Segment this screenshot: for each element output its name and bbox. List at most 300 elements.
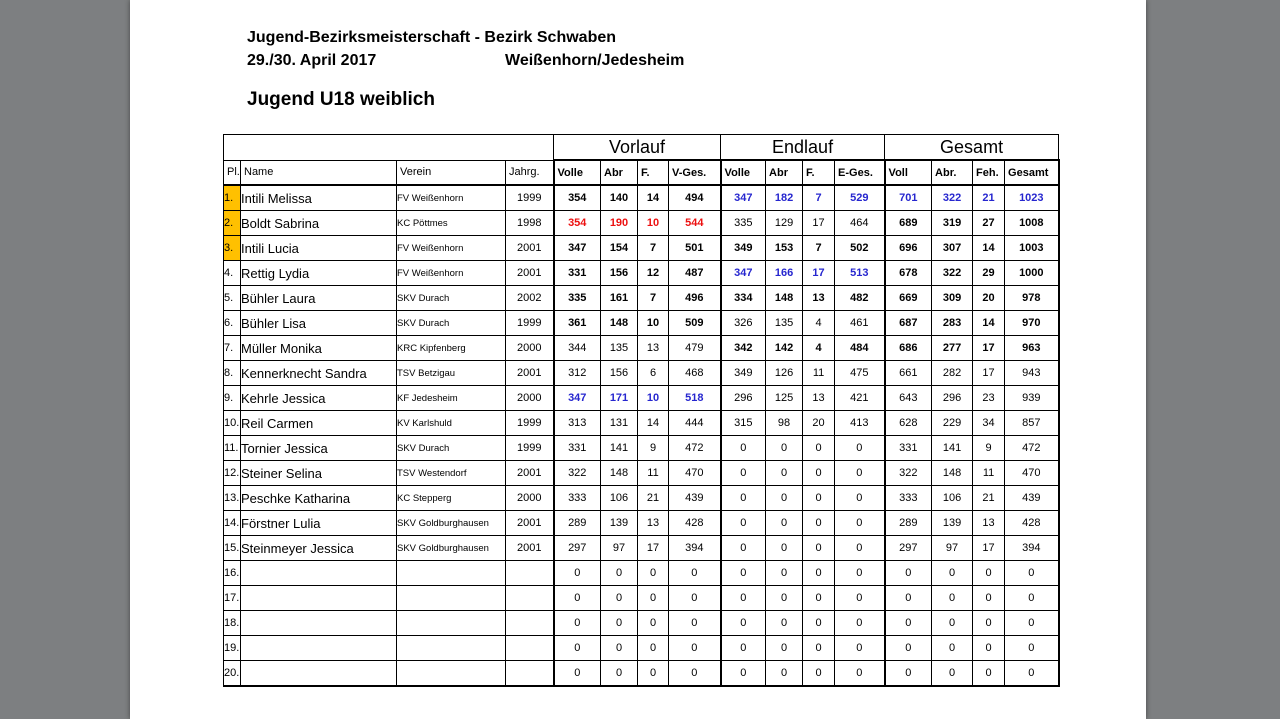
gesamt-score-cell: 97 [932, 536, 973, 561]
vorlauf-score-cell: 472 [669, 436, 721, 461]
vorlauf-score-cell: 161 [601, 286, 638, 311]
col-header-g-feh: Feh. [973, 160, 1005, 185]
endlauf-score-cell: 335 [721, 211, 766, 236]
gesamt-score-cell: 472 [1005, 436, 1059, 461]
gesamt-score-cell: 0 [973, 586, 1005, 611]
club-cell: TSV Westendorf [397, 461, 506, 486]
vorlauf-score-cell: 361 [554, 311, 601, 336]
birthyear-cell: 2001 [506, 236, 554, 261]
vorlauf-score-cell: 12 [638, 261, 669, 286]
event-location: Weißenhorn/Jedesheim [505, 52, 685, 69]
table-row [224, 436, 1059, 461]
gesamt-score-cell: 439 [1005, 486, 1059, 511]
endlauf-score-cell: 7 [803, 236, 835, 261]
name-cell: Müller Monika [241, 336, 397, 361]
endlauf-score-cell: 4 [803, 336, 835, 361]
endlauf-score-cell: 0 [721, 436, 766, 461]
name-cell: Peschke Katharina [241, 486, 397, 511]
endlauf-score-cell: 0 [803, 486, 835, 511]
vorlauf-score-cell: 97 [601, 536, 638, 561]
results-table [223, 134, 1060, 687]
gesamt-score-cell: 282 [932, 361, 973, 386]
endlauf-score-cell: 347 [721, 185, 766, 211]
place-cell: 8. [224, 361, 241, 386]
gesamt-score-cell: 939 [1005, 386, 1059, 411]
col-header-v-abr: Abr [601, 160, 638, 185]
table-row [224, 561, 1059, 586]
vorlauf-score-cell: 0 [638, 611, 669, 636]
group-header-vorlauf: Vorlauf [554, 135, 721, 161]
endlauf-score-cell: 482 [835, 286, 885, 311]
vorlauf-score-cell: 494 [669, 185, 721, 211]
gesamt-score-cell: 23 [973, 386, 1005, 411]
vorlauf-score-cell: 312 [554, 361, 601, 386]
vorlauf-score-cell: 0 [638, 561, 669, 586]
gesamt-score-cell: 696 [885, 236, 932, 261]
endlauf-score-cell: 13 [803, 386, 835, 411]
vorlauf-score-cell: 11 [638, 461, 669, 486]
gesamt-score-cell: 0 [932, 636, 973, 661]
birthyear-cell: 2001 [506, 536, 554, 561]
vorlauf-score-cell: 479 [669, 336, 721, 361]
gesamt-score-cell: 17 [973, 361, 1005, 386]
club-cell [397, 611, 506, 636]
vorlauf-score-cell: 331 [554, 436, 601, 461]
birthyear-cell [506, 561, 554, 586]
header-spacer [224, 135, 554, 161]
birthyear-cell: 1999 [506, 311, 554, 336]
birthyear-cell: 2000 [506, 386, 554, 411]
vorlauf-score-cell: 347 [554, 236, 601, 261]
birthyear-cell: 2000 [506, 486, 554, 511]
gesamt-score-cell: 0 [973, 661, 1005, 687]
endlauf-score-cell: 125 [766, 386, 803, 411]
col-header-jahrg: Jahrg. [506, 160, 554, 185]
gesamt-score-cell: 27 [973, 211, 1005, 236]
birthyear-cell [506, 636, 554, 661]
vorlauf-score-cell: 131 [601, 411, 638, 436]
club-cell [397, 636, 506, 661]
vorlauf-score-cell: 0 [601, 611, 638, 636]
name-cell [241, 586, 397, 611]
club-cell: FV Weißenhorn [397, 261, 506, 286]
birthyear-cell: 2001 [506, 511, 554, 536]
endlauf-score-cell: 0 [766, 661, 803, 687]
place-cell: 7. [224, 336, 241, 361]
vorlauf-score-cell: 501 [669, 236, 721, 261]
birthyear-cell: 2001 [506, 361, 554, 386]
gesamt-score-cell: 17 [973, 536, 1005, 561]
endlauf-score-cell: 0 [721, 461, 766, 486]
endlauf-score-cell: 182 [766, 185, 803, 211]
vorlauf-score-cell: 135 [601, 336, 638, 361]
gesamt-score-cell: 21 [973, 185, 1005, 211]
gesamt-score-cell: 857 [1005, 411, 1059, 436]
table-row [224, 336, 1059, 361]
club-cell: TSV Betzigau [397, 361, 506, 386]
endlauf-score-cell: 0 [766, 511, 803, 536]
endlauf-score-cell: 0 [803, 611, 835, 636]
club-cell: FV Weißenhorn [397, 236, 506, 261]
club-cell [397, 586, 506, 611]
gesamt-score-cell: 11 [973, 461, 1005, 486]
place-cell: 2. [224, 211, 241, 236]
table-row [224, 236, 1059, 261]
table-row [224, 486, 1059, 511]
vorlauf-score-cell: 0 [638, 661, 669, 687]
vorlauf-score-cell: 13 [638, 336, 669, 361]
vorlauf-score-cell: 0 [554, 661, 601, 687]
endlauf-score-cell: 326 [721, 311, 766, 336]
col-header-e-volle: Volle [721, 160, 766, 185]
endlauf-score-cell: 0 [835, 511, 885, 536]
vorlauf-score-cell: 428 [669, 511, 721, 536]
club-cell: SKV Durach [397, 436, 506, 461]
name-cell: Steinmeyer Jessica [241, 536, 397, 561]
vorlauf-score-cell: 156 [601, 361, 638, 386]
gesamt-score-cell: 0 [885, 661, 932, 687]
place-cell: 5. [224, 286, 241, 311]
gesamt-score-cell: 1000 [1005, 261, 1059, 286]
birthyear-cell: 1999 [506, 436, 554, 461]
vorlauf-score-cell: 10 [638, 211, 669, 236]
endlauf-score-cell: 142 [766, 336, 803, 361]
title-line2 [247, 52, 867, 72]
gesamt-score-cell: 0 [973, 636, 1005, 661]
gesamt-score-cell: 1023 [1005, 185, 1059, 211]
club-cell: KC Stepperg [397, 486, 506, 511]
gesamt-score-cell: 470 [1005, 461, 1059, 486]
name-cell: Kehrle Jessica [241, 386, 397, 411]
endlauf-score-cell: 0 [803, 661, 835, 687]
gesamt-score-cell: 13 [973, 511, 1005, 536]
vorlauf-score-cell: 106 [601, 486, 638, 511]
endlauf-score-cell: 135 [766, 311, 803, 336]
endlauf-score-cell: 17 [803, 261, 835, 286]
gesamt-score-cell: 689 [885, 211, 932, 236]
gesamt-score-cell: 296 [932, 386, 973, 411]
vorlauf-score-cell: 509 [669, 311, 721, 336]
endlauf-score-cell: 0 [835, 561, 885, 586]
endlauf-score-cell: 334 [721, 286, 766, 311]
gesamt-score-cell: 322 [932, 261, 973, 286]
endlauf-score-cell: 421 [835, 386, 885, 411]
column-header-row [224, 160, 1059, 185]
table-row [224, 386, 1059, 411]
gesamt-score-cell: 289 [885, 511, 932, 536]
gesamt-score-cell: 0 [1005, 586, 1059, 611]
table-row [224, 536, 1059, 561]
vorlauf-score-cell: 17 [638, 536, 669, 561]
vorlauf-score-cell: 544 [669, 211, 721, 236]
place-cell: 19. [224, 636, 241, 661]
gesamt-score-cell: 0 [1005, 661, 1059, 687]
endlauf-score-cell: 0 [835, 461, 885, 486]
name-cell [241, 561, 397, 586]
place-cell: 3. [224, 236, 241, 261]
table-row [224, 661, 1059, 687]
vorlauf-score-cell: 10 [638, 311, 669, 336]
place-cell: 18. [224, 611, 241, 636]
vorlauf-score-cell: 13 [638, 511, 669, 536]
endlauf-score-cell: 0 [803, 511, 835, 536]
endlauf-score-cell: 0 [766, 561, 803, 586]
gesamt-score-cell: 0 [932, 661, 973, 687]
name-cell: Boldt Sabrina [241, 211, 397, 236]
vorlauf-score-cell: 7 [638, 286, 669, 311]
vorlauf-score-cell: 331 [554, 261, 601, 286]
endlauf-score-cell: 0 [803, 636, 835, 661]
table-row [224, 261, 1059, 286]
place-cell: 4. [224, 261, 241, 286]
endlauf-score-cell: 0 [766, 486, 803, 511]
vorlauf-score-cell: 444 [669, 411, 721, 436]
birthyear-cell: 1999 [506, 185, 554, 211]
event-date: 29./30. April 2017 [247, 52, 377, 69]
club-cell: SKV Goldburghausen [397, 511, 506, 536]
endlauf-score-cell: 0 [766, 636, 803, 661]
endlauf-score-cell: 13 [803, 286, 835, 311]
gesamt-score-cell: 701 [885, 185, 932, 211]
vorlauf-score-cell: 141 [601, 436, 638, 461]
name-cell: Intili Melissa [241, 185, 397, 211]
vorlauf-score-cell: 140 [601, 185, 638, 211]
endlauf-score-cell: 0 [721, 561, 766, 586]
name-cell: Intili Lucia [241, 236, 397, 261]
gesamt-score-cell: 141 [932, 436, 973, 461]
name-cell [241, 636, 397, 661]
endlauf-score-cell: 0 [766, 461, 803, 486]
gesamt-score-cell: 669 [885, 286, 932, 311]
endlauf-score-cell: 347 [721, 261, 766, 286]
gesamt-score-cell: 322 [932, 185, 973, 211]
table-row [224, 361, 1059, 386]
vorlauf-score-cell: 470 [669, 461, 721, 486]
gesamt-score-cell: 1008 [1005, 211, 1059, 236]
gesamt-score-cell: 331 [885, 436, 932, 461]
endlauf-score-cell: 0 [766, 611, 803, 636]
endlauf-score-cell: 475 [835, 361, 885, 386]
col-header-verein: Verein [397, 160, 506, 185]
vorlauf-score-cell: 394 [669, 536, 721, 561]
vorlauf-score-cell: 0 [601, 661, 638, 687]
endlauf-score-cell: 4 [803, 311, 835, 336]
endlauf-score-cell: 529 [835, 185, 885, 211]
endlauf-score-cell: 0 [721, 486, 766, 511]
endlauf-score-cell: 296 [721, 386, 766, 411]
vorlauf-score-cell: 354 [554, 211, 601, 236]
club-cell: KRC Kipfenberg [397, 336, 506, 361]
gesamt-score-cell: 297 [885, 536, 932, 561]
gesamt-score-cell: 17 [973, 336, 1005, 361]
vorlauf-score-cell: 289 [554, 511, 601, 536]
vorlauf-score-cell: 496 [669, 286, 721, 311]
endlauf-score-cell: 0 [721, 511, 766, 536]
table-row [224, 411, 1059, 436]
col-header-v-volle: Volle [554, 160, 601, 185]
vorlauf-score-cell: 148 [601, 461, 638, 486]
col-header-g-abr: Abr. [932, 160, 973, 185]
vorlauf-score-cell: 487 [669, 261, 721, 286]
birthyear-cell: 1998 [506, 211, 554, 236]
gesamt-score-cell: 943 [1005, 361, 1059, 386]
endlauf-score-cell: 413 [835, 411, 885, 436]
endlauf-score-cell: 0 [721, 661, 766, 687]
endlauf-score-cell: 461 [835, 311, 885, 336]
gesamt-score-cell: 0 [885, 586, 932, 611]
vorlauf-score-cell: 322 [554, 461, 601, 486]
endlauf-score-cell: 484 [835, 336, 885, 361]
endlauf-score-cell: 0 [835, 486, 885, 511]
endlauf-score-cell: 98 [766, 411, 803, 436]
vorlauf-score-cell: 190 [601, 211, 638, 236]
gesamt-score-cell: 687 [885, 311, 932, 336]
name-cell: Kennerknecht Sandra [241, 361, 397, 386]
vorlauf-score-cell: 14 [638, 185, 669, 211]
group-header-row [224, 135, 1059, 161]
endlauf-score-cell: 349 [721, 361, 766, 386]
endlauf-score-cell: 0 [835, 611, 885, 636]
endlauf-score-cell: 0 [766, 436, 803, 461]
endlauf-score-cell: 0 [835, 661, 885, 687]
endlauf-score-cell: 0 [766, 586, 803, 611]
vorlauf-score-cell: 0 [554, 636, 601, 661]
vorlauf-score-cell: 139 [601, 511, 638, 536]
club-cell [397, 561, 506, 586]
vorlauf-score-cell: 154 [601, 236, 638, 261]
endlauf-score-cell: 0 [835, 586, 885, 611]
table-row [224, 511, 1059, 536]
gesamt-score-cell: 0 [1005, 611, 1059, 636]
vorlauf-score-cell: 333 [554, 486, 601, 511]
endlauf-score-cell: 0 [803, 536, 835, 561]
endlauf-score-cell: 513 [835, 261, 885, 286]
place-cell: 11. [224, 436, 241, 461]
gesamt-score-cell: 428 [1005, 511, 1059, 536]
club-cell: FV Weißenhorn [397, 185, 506, 211]
name-cell: Förstner Lulia [241, 511, 397, 536]
club-cell: SKV Durach [397, 286, 506, 311]
place-cell: 9. [224, 386, 241, 411]
endlauf-score-cell: 166 [766, 261, 803, 286]
endlauf-score-cell: 153 [766, 236, 803, 261]
vorlauf-score-cell: 9 [638, 436, 669, 461]
gesamt-score-cell: 307 [932, 236, 973, 261]
table-row [224, 611, 1059, 636]
gesamt-score-cell: 661 [885, 361, 932, 386]
endlauf-score-cell: 126 [766, 361, 803, 386]
gesamt-score-cell: 970 [1005, 311, 1059, 336]
gesamt-score-cell: 0 [973, 611, 1005, 636]
club-cell: SKV Goldburghausen [397, 536, 506, 561]
endlauf-score-cell: 0 [803, 461, 835, 486]
name-cell: Reil Carmen [241, 411, 397, 436]
endlauf-score-cell: 17 [803, 211, 835, 236]
gesamt-score-cell: 0 [1005, 561, 1059, 586]
name-cell: Bühler Lisa [241, 311, 397, 336]
gesamt-score-cell: 9 [973, 436, 1005, 461]
col-header-g-gesamt: Gesamt [1005, 160, 1059, 185]
birthyear-cell [506, 586, 554, 611]
place-cell: 14. [224, 511, 241, 536]
vorlauf-score-cell: 518 [669, 386, 721, 411]
vorlauf-score-cell: 344 [554, 336, 601, 361]
gesamt-score-cell: 0 [932, 586, 973, 611]
gesamt-score-cell: 322 [885, 461, 932, 486]
gesamt-score-cell: 14 [973, 311, 1005, 336]
gesamt-score-cell: 678 [885, 261, 932, 286]
vorlauf-score-cell: 335 [554, 286, 601, 311]
table-row [224, 286, 1059, 311]
gesamt-score-cell: 106 [932, 486, 973, 511]
document-title: Jugend-Bezirksmeisterschaft - Bezirk Schwaben [247, 29, 617, 46]
endlauf-score-cell: 7 [803, 185, 835, 211]
vorlauf-score-cell: 21 [638, 486, 669, 511]
endlauf-score-cell: 11 [803, 361, 835, 386]
club-cell [397, 661, 506, 687]
gesamt-score-cell: 0 [932, 561, 973, 586]
table-row [224, 211, 1059, 236]
vorlauf-score-cell: 468 [669, 361, 721, 386]
endlauf-score-cell: 342 [721, 336, 766, 361]
name-cell: Rettig Lydia [241, 261, 397, 286]
birthyear-cell: 2001 [506, 261, 554, 286]
gesamt-score-cell: 319 [932, 211, 973, 236]
place-cell: 13. [224, 486, 241, 511]
name-cell: Bühler Laura [241, 286, 397, 311]
gesamt-score-cell: 333 [885, 486, 932, 511]
birthyear-cell [506, 611, 554, 636]
endlauf-score-cell: 20 [803, 411, 835, 436]
gesamt-score-cell: 20 [973, 286, 1005, 311]
name-cell [241, 661, 397, 687]
gesamt-score-cell: 29 [973, 261, 1005, 286]
club-cell: KV Karlshuld [397, 411, 506, 436]
table-row [224, 586, 1059, 611]
gesamt-score-cell: 0 [885, 611, 932, 636]
col-header-v-ges: V-Ges. [669, 160, 721, 185]
gesamt-score-cell: 34 [973, 411, 1005, 436]
vorlauf-score-cell: 297 [554, 536, 601, 561]
birthyear-cell: 2001 [506, 461, 554, 486]
name-cell: Steiner Selina [241, 461, 397, 486]
vorlauf-score-cell: 148 [601, 311, 638, 336]
gesamt-score-cell: 0 [932, 611, 973, 636]
col-header-e-f: F. [803, 160, 835, 185]
birthyear-cell [506, 661, 554, 687]
birthyear-cell: 2002 [506, 286, 554, 311]
vorlauf-score-cell: 0 [638, 636, 669, 661]
gesamt-score-cell: 283 [932, 311, 973, 336]
place-cell: 1. [224, 185, 241, 211]
place-cell: 10. [224, 411, 241, 436]
vorlauf-score-cell: 156 [601, 261, 638, 286]
category-title: Jugend U18 weiblich [247, 89, 435, 110]
gesamt-score-cell: 0 [1005, 636, 1059, 661]
endlauf-score-cell: 0 [721, 536, 766, 561]
vorlauf-score-cell: 439 [669, 486, 721, 511]
club-cell: KF Jedesheim [397, 386, 506, 411]
endlauf-score-cell: 464 [835, 211, 885, 236]
gesamt-score-cell: 229 [932, 411, 973, 436]
gesamt-score-cell: 277 [932, 336, 973, 361]
gesamt-score-cell: 148 [932, 461, 973, 486]
col-header-e-abr: Abr [766, 160, 803, 185]
endlauf-score-cell: 148 [766, 286, 803, 311]
vorlauf-score-cell: 171 [601, 386, 638, 411]
endlauf-score-cell: 0 [721, 636, 766, 661]
place-cell: 15. [224, 536, 241, 561]
